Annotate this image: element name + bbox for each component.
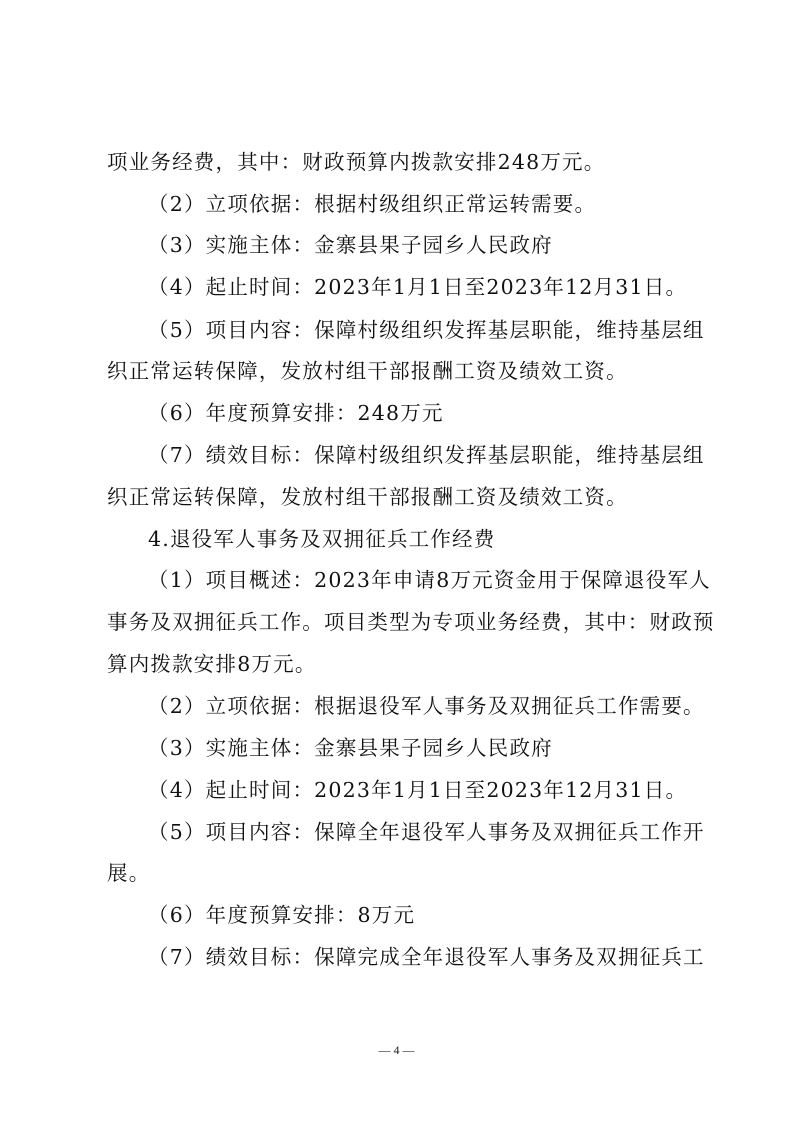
text-line-1: 项业务经费，其中：财政预算内拨款安排248万元。 — [107, 150, 606, 174]
text-line-9: 织正常运转保障，发放村组干部报酬工资及绩效工资。 — [107, 485, 628, 509]
text-line-4: （4）起止时间：2023年1月1日至2023年12月31日。 — [148, 275, 688, 299]
text-line-17: （5）项目内容：保障全年退役军人事务及双拥征兵工作开 — [148, 820, 705, 844]
section-heading: 4.退役军人事务及双拥征兵工作经费 — [148, 527, 496, 551]
text-line-18: 展。 — [107, 861, 151, 885]
text-line-19: （6）年度预算安排：8万元 — [148, 903, 416, 927]
text-line-15: （3）实施主体：金寨县果子园乡人民政府 — [148, 736, 553, 760]
text-line-5: （5）项目内容：保障村级组织发挥基层职能，维持基层组 — [148, 318, 705, 342]
page-number: — 4 — — [378, 1043, 415, 1057]
text-line-6: 织正常运转保障，发放村组干部报酬工资及绩效工资。 — [107, 359, 628, 383]
text-line-11: （1）项目概述：2023年申请8万元资金用于保障退役军人 — [148, 568, 711, 592]
text-line-3: （3）实施主体：金寨县果子园乡人民政府 — [148, 233, 553, 257]
text-line-16: （4）起止时间：2023年1月1日至2023年12月31日。 — [148, 778, 688, 802]
text-line-12: 事务及双拥征兵工作。项目类型为专项业务经费，其中：财政预 — [107, 610, 715, 634]
text-line-14: （2）立项依据：根据退役军人事务及双拥征兵工作需要。 — [148, 694, 705, 718]
text-line-20: （7）绩效目标：保障完成全年退役军人事务及双拥征兵工 — [148, 945, 705, 969]
text-line-8: （7）绩效目标：保障村级组织发挥基层职能，维持基层组 — [148, 443, 705, 467]
text-line-7: （6）年度预算安排：248万元 — [148, 401, 444, 425]
text-line-2: （2）立项依据：根据村级组织正常运转需要。 — [148, 192, 597, 216]
text-line-13: 算内拨款安排8万元。 — [107, 652, 317, 676]
